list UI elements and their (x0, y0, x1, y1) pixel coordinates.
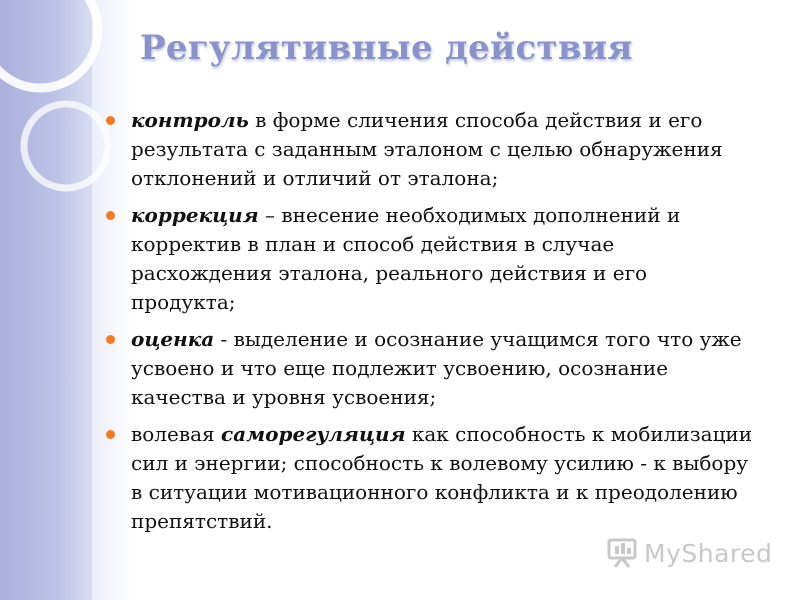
bullet-item-control: контроль в форме сличения способа действия и его результата с заданным эталоном с целью обнаружения отклонений и отличий от эталона; (104, 106, 754, 193)
bullet-dot-icon (106, 430, 115, 439)
bullet-item-correction: коррекция – внесение необходимых дополнений и корректив в план и способ действия в случае расхождения эталона, реального действия и его продукта; (104, 201, 754, 317)
watermark-text: MyShared (644, 538, 773, 568)
term-evaluation: оценка (131, 327, 215, 351)
bullet-list (104, 106, 754, 544)
term-correction: коррекция (131, 203, 259, 227)
bullet-item-self-regulation: волевая саморегуляция как способность к мобилизации сил и энергии; способность к волевому усилию - к выбору в ситуации мотивационного конфликта и к преодолению препятствий. (104, 420, 754, 536)
presentation-board-icon (606, 536, 640, 570)
watermark-logo (606, 536, 772, 570)
bullet-dot-icon (106, 335, 115, 344)
bullet-dot-icon (106, 211, 115, 220)
bullet-item-evaluation: оценка - выделение и осознание учащимся того что уже усвоено и что еще подлежит усвоению, осознание качества и уровня усвоения; (104, 325, 754, 412)
term-self-regulation: саморегуляция (221, 422, 406, 446)
term-control: контроль (131, 108, 249, 132)
bullet-dot-icon (106, 116, 115, 125)
slide-title: Регулятивные действия (140, 28, 633, 68)
